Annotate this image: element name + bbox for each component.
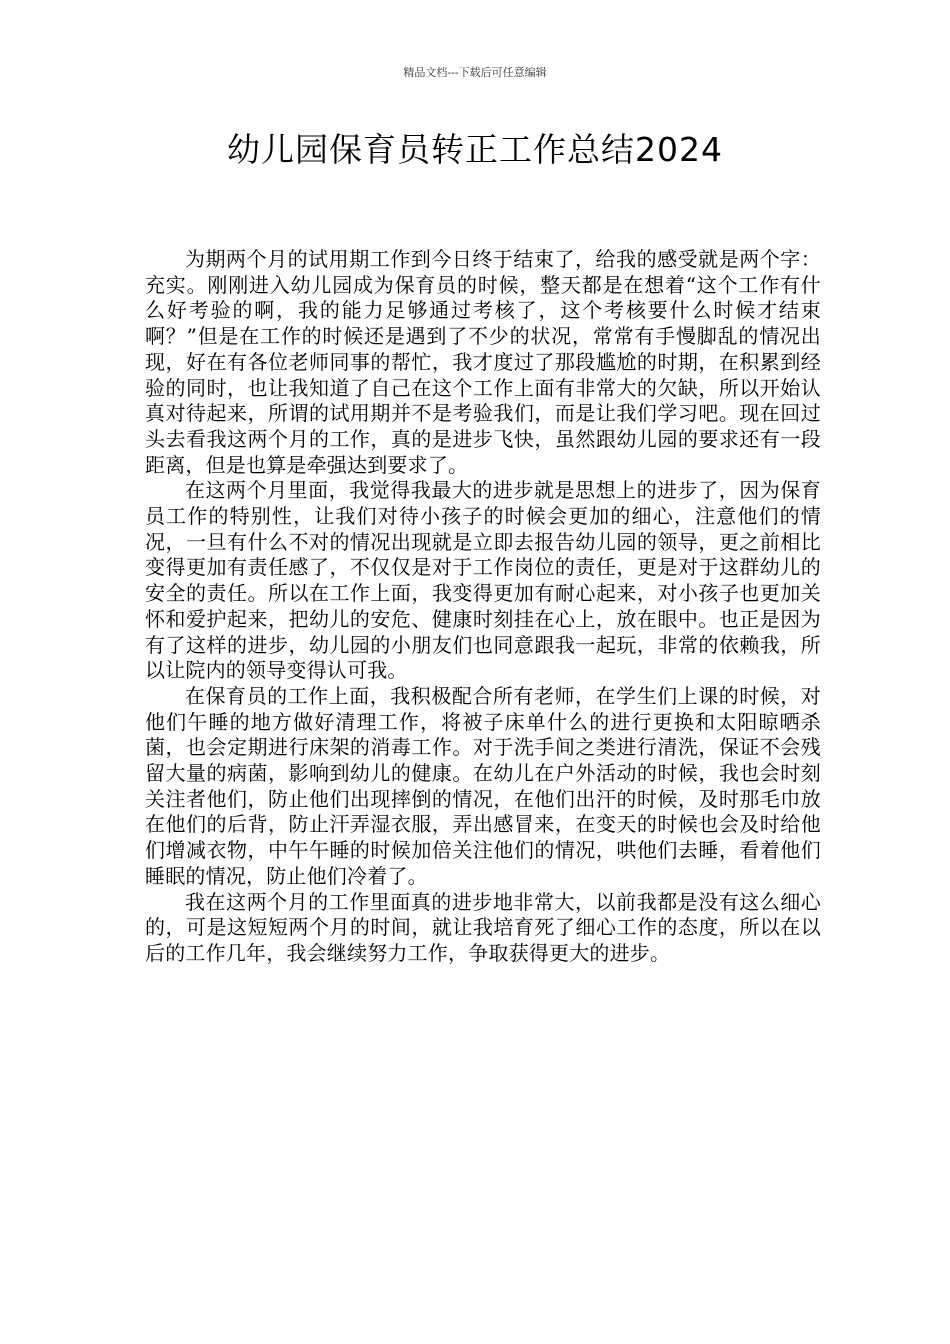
paragraph-1: 为期两个月的试用期工作到今日终于结束了，给我的感受就是两个字：充实。刚刚进入幼儿园成为保育员的时候，整天都是在想着“这个工作有什么好考验的啊，我的能力足够通过考核了，这个考核要什么时候才结束啊？”但是在工作的时候还是遇到了不少的状况，常常有手慢脚乱的情况出现，好在有各位老师同事的帮忙，我才度过了那段尴尬的时期，在积累到经验的同时，也让我知道了自己在这个工作上面有非常大的欠缺，所以开始认真对待起来，所谓的试用期并不是考验我们，而是让我们学习吧。现在回过头去看我这两个月的工作，真的是进步飞快，虽然跟幼儿园的要求还有一段距离，但是也算是牵强达到要求了。	[145, 247, 821, 477]
document-body	[145, 247, 821, 967]
paragraph-3: 在保育员的工作上面，我积极配合所有老师，在学生们上课的时候，对他们午睡的地方做好清理工作，将被子床单什么的进行更换和太阳晾晒杀菌，也会定期进行床架的消毒工作。对于洗手间之类进行清洗，保证不会残留大量的病菌，影响到幼儿的健康。在幼儿在户外活动的时候，我也会时刻关注者他们，防止他们出现摔倒的情况，在他们出汗的时候，及时那毛巾放在他们的后背，防止汗弄湿衣服，弄出感冒来，在变天的时候也会及时给他们增减衣物，中午午睡的时候加倍关注他们的情况，哄他们去睡，看着他们睡眠的情况，防止他们冷着了。	[145, 683, 821, 888]
document-title: 幼儿园保育员转正工作总结2024	[227, 130, 723, 169]
page-header: 精品文档---下载后可任意编辑	[403, 66, 547, 79]
paragraph-2: 在这两个月里面，我觉得我最大的进步就是思想上的进步了，因为保育员工作的特别性，让我们对待小孩子的时候会更加的细心，注意他们的情况，一旦有什么不对的情况出现就是立即去报告幼儿园的领导，更之前相比变得更加有责任感了，不仅仅是对于工作岗位的责任，更是对于这群幼儿的安全的责任。所以在工作上面，我变得更加有耐心起来，对小孩子也更加关怀和爱护起来，把幼儿的安危、健康时刻挂在心上，放在眼中。也正是因为有了这样的进步，幼儿园的小朋友们也同意跟我一起玩，非常的依赖我，所以让院内的领导变得认可我。	[145, 478, 821, 683]
paragraph-4: 我在这两个月的工作里面真的进步地非常大，以前我都是没有这么细心的，可是这短短两个月的时间，就让我培育死了细心工作的态度，所以在以后的工作几年，我会继续努力工作，争取获得更大的进步。	[145, 889, 821, 965]
